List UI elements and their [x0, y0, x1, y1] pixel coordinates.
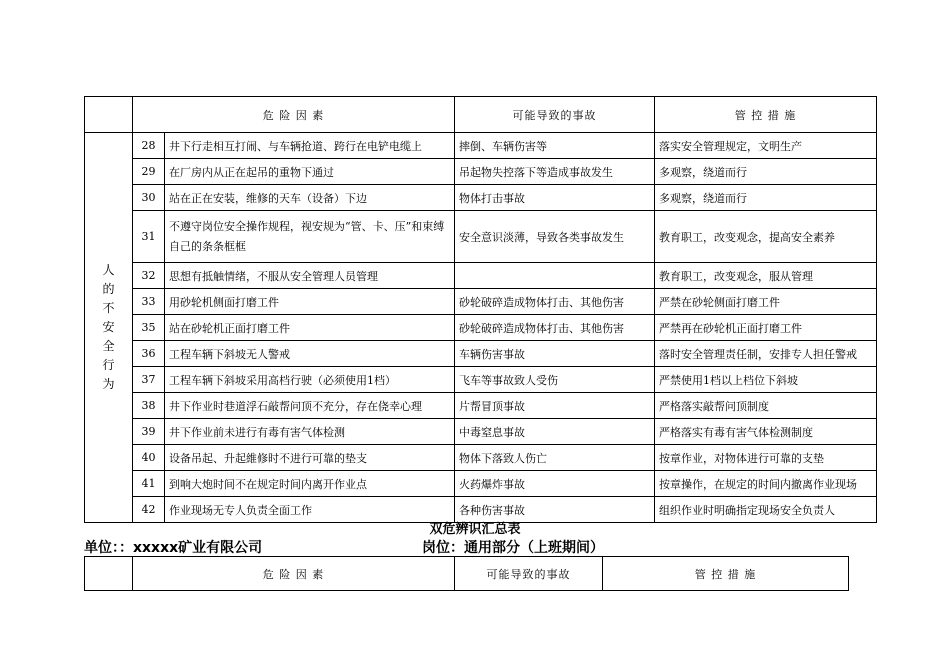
accident-cell: 砂轮破碎造成物体打击、其他伤害	[455, 315, 655, 341]
control-cell: 落实安全管理规定，文明生产	[655, 133, 877, 159]
post-label: 岗位：通用部分（上班期间）	[422, 540, 604, 556]
control-cell: 教育职工，改变观念，提高安全素养	[655, 211, 877, 263]
hazard-cell: 井下作业前未进行有毒有害气体检测	[165, 419, 455, 445]
table-row	[85, 445, 877, 471]
header-control: 管 控 措 施	[603, 557, 849, 591]
row-number: 39	[133, 419, 165, 445]
hazard-cell: 设备吊起、升起維修时不进行可靠的垫支	[165, 445, 455, 471]
row-number: 29	[133, 159, 165, 185]
table-row	[85, 211, 877, 263]
table-row	[85, 289, 877, 315]
accident-cell: 砂轮破碎造成物体打击、其他伤害	[455, 289, 655, 315]
control-cell: 严格落实敲帮问顶制度	[655, 393, 877, 419]
hazard-cell: 站在砂轮机正面打磨工件	[165, 315, 455, 341]
category-char: 的	[102, 282, 115, 296]
accident-cell: 车辆伤害事故	[455, 341, 655, 367]
accident-cell: 物体打击事故	[455, 185, 655, 211]
table-row	[85, 263, 877, 289]
accident-cell: 片帮冒顶事故	[455, 393, 655, 419]
row-number: 42	[133, 497, 165, 523]
hazard-cell: 用砂轮机侧面打磨工件	[165, 289, 455, 315]
header-hazard: 危 险 因 素	[133, 97, 455, 133]
header-hazard: 危 险 因 素	[133, 557, 455, 591]
table-row	[85, 471, 877, 497]
row-number: 35	[133, 315, 165, 341]
table-row	[85, 159, 877, 185]
category-char: 全	[102, 339, 115, 353]
row-number: 37	[133, 367, 165, 393]
table-row	[85, 367, 877, 393]
accident-cell: 吊起物失控落下等造成事故发生	[455, 159, 655, 185]
category-char: 为	[102, 377, 115, 391]
row-number: 31	[133, 211, 165, 263]
hazard-cell: 站在正在安装，维修的天车（设备）下边	[165, 185, 455, 211]
row-number: 38	[133, 393, 165, 419]
row-number: 40	[133, 445, 165, 471]
header-control: 管 控 措 施	[655, 97, 877, 133]
hazard-table	[84, 96, 877, 523]
control-cell: 教育职工，改变观念，服从管理	[655, 263, 877, 289]
row-number: 33	[133, 289, 165, 315]
row-number: 36	[133, 341, 165, 367]
row-number: 32	[133, 263, 165, 289]
hazard-cell: 井下作业时巷道浮石敲帮问顶不充分，存在侥幸心理	[165, 393, 455, 419]
control-cell: 多观察，绕道而行	[655, 185, 877, 211]
control-cell: 按章作业，对物体进行可靠的支垫	[655, 445, 877, 471]
category-char: 人	[102, 263, 115, 277]
accident-cell: 各种伤害事故	[455, 497, 655, 523]
accident-cell: 摔倒、车辆伤害等	[455, 133, 655, 159]
control-cell: 严禁使用1档以上档位下斜坡	[655, 367, 877, 393]
row-number: 30	[133, 185, 165, 211]
table-row	[85, 315, 877, 341]
table-row	[85, 341, 877, 367]
table-body	[85, 133, 877, 523]
hazard-cell: 井下行走相互打闹、与车辆抢道、跨行在电铲电缆上	[165, 133, 455, 159]
control-cell: 多观察，绕道而行	[655, 159, 877, 185]
accident-cell: 飞车等事故致人受伤	[455, 367, 655, 393]
category-char: 安	[102, 320, 115, 334]
accident-cell: 安全意识淡薄，导致各类事故发生	[455, 211, 655, 263]
header-accident: 可能导致的事故	[455, 557, 603, 591]
section-title: 双危辨识汇总表	[429, 522, 521, 537]
row-number: 28	[133, 133, 165, 159]
accident-cell: 火药爆炸事故	[455, 471, 655, 497]
control-cell: 按章操作，在规定的时间内撤离作业现场	[655, 471, 877, 497]
table-row	[85, 419, 877, 445]
summary-table-header	[84, 556, 849, 591]
accident-cell: 中毒窒息事故	[455, 419, 655, 445]
hazard-cell: 在厂房内从正在起吊的重物下通过	[165, 159, 455, 185]
accident-cell	[455, 263, 655, 289]
hazard-cell: 工程车辆下斜坡无人警戒	[165, 341, 455, 367]
category-cell	[85, 133, 133, 523]
hazard-cell: 不遵守岗位安全操作规程，视安规为“管、卡、压”和束缚自己的条条框框	[165, 211, 455, 263]
category-char: 行	[102, 358, 115, 372]
table-row	[85, 393, 877, 419]
table-row	[85, 133, 877, 159]
control-cell: 严禁在砂轮侧面打磨工件	[655, 289, 877, 315]
accident-cell: 物体下落致人伤亡	[455, 445, 655, 471]
control-cell: 落时安全管理责任制，安排专人担任警戒	[655, 341, 877, 367]
hazard-cell: 作业现场无专人负责全面工作	[165, 497, 455, 523]
row-number: 41	[133, 471, 165, 497]
hazard-cell: 工程车辆下斜坡采用高档行驶（必须使用1档）	[165, 367, 455, 393]
header-accident: 可能导致的事故	[455, 97, 655, 133]
table-header-row	[85, 97, 877, 133]
control-cell: 严禁再在砂轮机正面打磨工件	[655, 315, 877, 341]
table-row	[85, 185, 877, 211]
category-char: 不	[102, 301, 115, 315]
control-cell: 严格落实有毒有害气体检测制度	[655, 419, 877, 445]
control-cell: 组织作业时明确指定现场安全负责人	[655, 497, 877, 523]
header-blank	[85, 557, 133, 591]
hazard-cell: 思想有抵触情绪，不服从安全管理人员管理	[165, 263, 455, 289]
unit-label: 单位：：xxxxx矿业有限公司	[84, 540, 263, 556]
table-header-row	[85, 557, 849, 591]
header-blank	[85, 97, 133, 133]
hazard-cell: 到响大炮时间不在规定时间内离开作业点	[165, 471, 455, 497]
